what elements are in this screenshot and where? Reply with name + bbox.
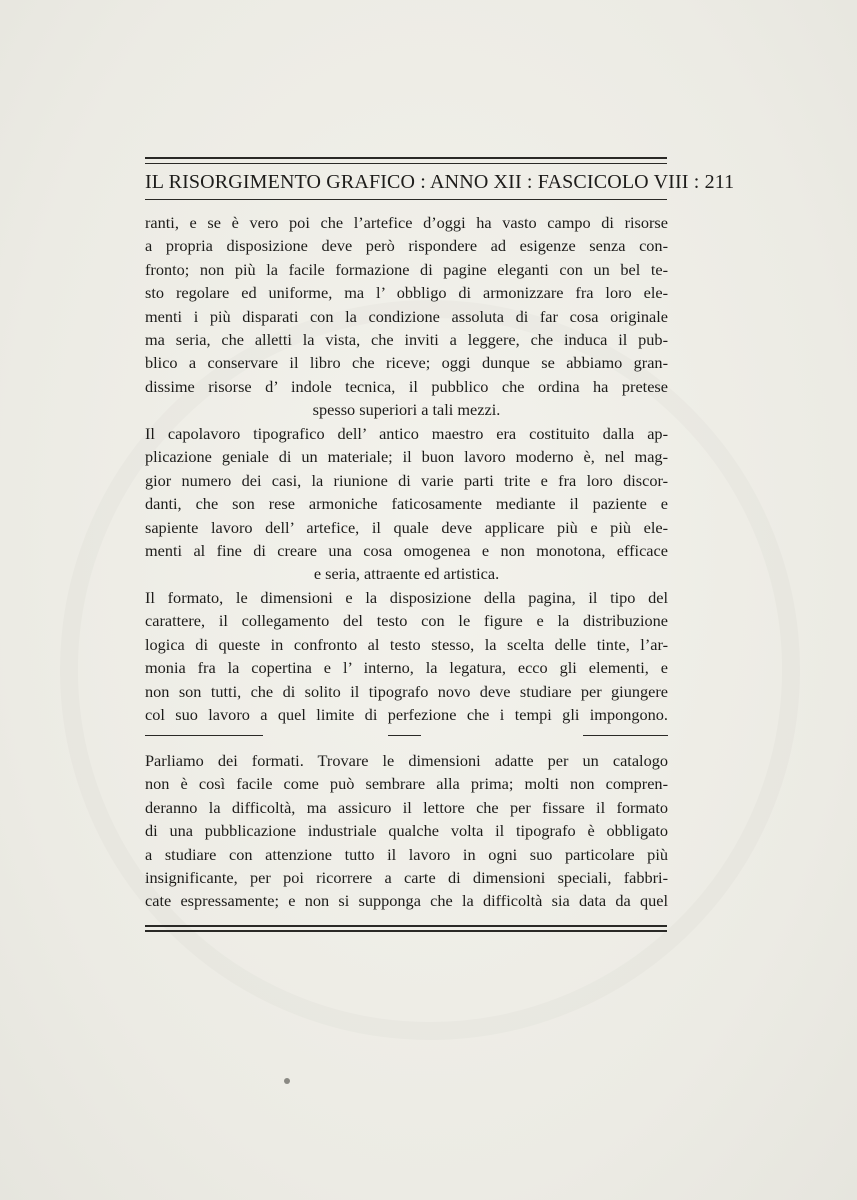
text-line: sapiente lavoro dell’ artefice, il quale deve applicare più e più ele- (145, 517, 668, 537)
text-line: logica di queste in confronto al testo stesso, la scelta delle tinte, l’ar- (145, 634, 668, 654)
text-line: a propria disposizione deve però rispondere ad esigenze senza con- (145, 236, 668, 256)
text-line: a studiare con attenzione tutto il lavoro in ogni suo particolare più (145, 844, 668, 864)
text-line: plicazione geniale di un materiale; il buon lavoro moderno è, nel mag- (145, 447, 668, 467)
text-line: insignificante, per poi ricorrere a carte di dimensioni speciali, fabbri- (145, 867, 668, 887)
text-line: sto regolare ed uniforme, ma l’ obbligo di armonizzare fra loro ele- (145, 283, 668, 303)
text-line: Il formato, le dimensioni e la disposizione della pagina, il tipo del (145, 588, 668, 607)
text-line: Parliamo dei formati. Trovare le dimensioni adatte per un catalogo (145, 751, 668, 770)
text-line: menti al fine di creare una cosa omogenea e non monotona, efficace (145, 540, 668, 560)
text-line: danti, che son rese armoniche faticosamente mediante il paziente e (145, 494, 668, 514)
footer-rule (145, 930, 667, 933)
text-line: di una pubblicazione industriale qualche volta il tipografo è obbligato (145, 821, 668, 841)
header-rule (145, 199, 667, 200)
text-line: Il capolavoro tipografico dell’ antico maestro era costituito dalla ap- (145, 424, 668, 443)
text-line-centered: e seria, attraente ed artistica. (313, 564, 500, 584)
text-line: ma seria, che alletti la vista, che inviti a leggere, che induca il pub- (145, 329, 668, 349)
paragraph-1 (145, 211, 668, 422)
paragraph-3 (145, 586, 668, 726)
text-line: col suo lavoro a quel limite di perfezione che i tempi gli impongono. (145, 704, 668, 724)
text-line: non è così facile come può sembrare alla prima; molti non compren- (145, 774, 668, 794)
text-line: ranti, e se è vero poi che l’artefice d’oggi ha vasto campo di risorse (145, 213, 668, 232)
header-double-rule (145, 157, 667, 164)
text-line-centered: spesso superiori a tali mezzi. (312, 400, 501, 420)
text-line: cate espressamente; e non si supponga che la difficoltà sia data da quel (145, 891, 668, 911)
text-line: monia fra la copertina e l’ interno, la legatura, ecco gli elementi, e (145, 658, 668, 678)
text-line: non son tutti, che di solito il tipografo novo deve studiare per giungere (145, 681, 668, 701)
text-line: carattere, il collegamento del testo con le figure e la distribuzione (145, 611, 668, 631)
paragraph-2 (145, 422, 668, 586)
section-separator-center (388, 735, 421, 736)
text-line: menti i più disparati con la condizione assoluta di far cosa originale (145, 306, 668, 326)
text-line: blico a conservare il libro che riceve; oggi dunque se abbiamo gran- (145, 353, 668, 373)
text-line: deranno la difficoltà, ma assicuro il lettore che per fissare il formato (145, 797, 668, 817)
section-separator-right (583, 735, 668, 736)
text-line: fronto; non più la facile formazione di pagine eleganti con un bel te- (145, 259, 668, 279)
paragraph-4 (145, 749, 668, 913)
section-separator-left (145, 735, 263, 736)
text-line: dissime risorse d’ indole tecnica, il pubblico che ordina ha pretese (145, 376, 668, 396)
text-line: gior numero dei casi, la riunione di varie parti trite e fra loro discor- (145, 470, 668, 490)
paper-speck (284, 1078, 290, 1084)
running-head: IL RISORGIMENTO GRAFICO : ANNO XII : FASCICOLO VIII : 211 (145, 171, 735, 193)
